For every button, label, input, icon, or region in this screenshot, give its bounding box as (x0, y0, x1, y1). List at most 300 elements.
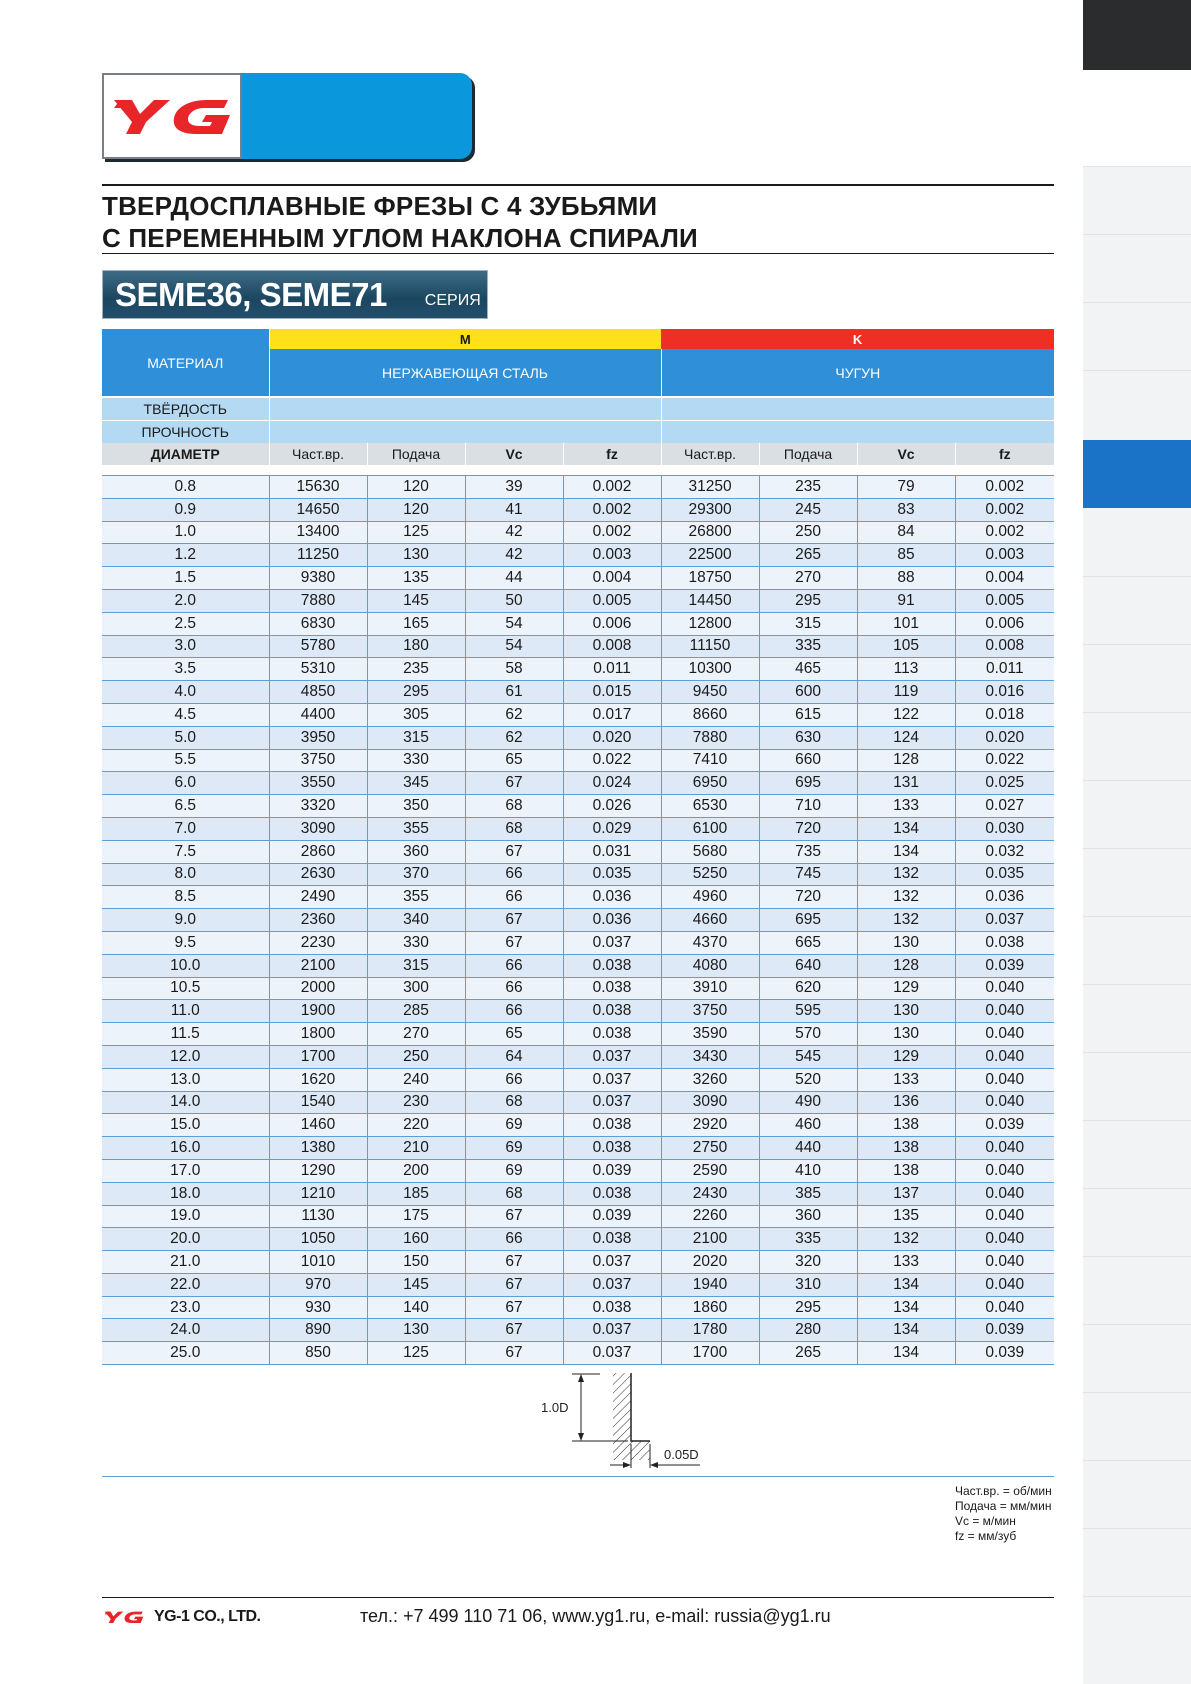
title-rule-top (102, 184, 1054, 186)
value-cell: 134 (857, 840, 955, 863)
table-row (102, 635, 1054, 658)
value-cell: 2230 (269, 931, 367, 954)
value-cell: 135 (367, 567, 465, 590)
value-cell: 31250 (661, 476, 759, 499)
value-cell: 135 (857, 1205, 955, 1228)
value-cell: 62 (465, 726, 563, 749)
value-cell: 0.038 (955, 931, 1054, 954)
side-tab (1083, 984, 1191, 1053)
value-cell: 18750 (661, 567, 759, 590)
value-cell: 310 (759, 1273, 857, 1296)
value-cell: 735 (759, 840, 857, 863)
table-row (102, 886, 1054, 909)
col-header-vc-m: Vc (465, 443, 563, 465)
diameter-cell: 16.0 (102, 1137, 269, 1160)
value-cell: 26800 (661, 521, 759, 544)
value-cell: 0.017 (563, 703, 661, 726)
side-tab (1083, 166, 1191, 235)
value-cell: 3750 (269, 749, 367, 772)
footer-rule (102, 1597, 1054, 1598)
value-cell: 2100 (661, 1228, 759, 1251)
value-cell: 138 (857, 1159, 955, 1182)
value-cell: 315 (759, 612, 857, 635)
value-cell: 0.003 (955, 544, 1054, 567)
footer-brand (102, 1608, 260, 1626)
value-cell: 720 (759, 817, 857, 840)
value-cell: 330 (367, 931, 465, 954)
value-cell: 1700 (269, 1045, 367, 1068)
value-cell: 0.004 (563, 567, 661, 590)
value-cell: 0.029 (563, 817, 661, 840)
table-row (102, 749, 1054, 772)
value-cell: 330 (367, 749, 465, 772)
side-tab (1083, 370, 1191, 441)
side-tab (1083, 848, 1191, 917)
value-cell: 0.002 (563, 498, 661, 521)
cut-area (631, 1373, 650, 1441)
value-cell: 315 (367, 726, 465, 749)
value-cell: 350 (367, 795, 465, 818)
diameter-cell: 24.0 (102, 1319, 269, 1342)
value-cell: 132 (857, 909, 955, 932)
value-cell: 295 (759, 1296, 857, 1319)
value-cell: 0.020 (955, 726, 1054, 749)
diameter-cell: 6.5 (102, 795, 269, 818)
value-cell: 0.038 (563, 954, 661, 977)
value-cell: 890 (269, 1319, 367, 1342)
table-row (102, 498, 1054, 521)
value-cell: 0.038 (563, 1137, 661, 1160)
value-cell: 710 (759, 795, 857, 818)
value-cell: 39 (465, 476, 563, 499)
value-cell: 67 (465, 1319, 563, 1342)
value-cell: 250 (367, 1045, 465, 1068)
value-cell: 11250 (269, 544, 367, 567)
diameter-header: ДИАМЕТР (102, 443, 269, 465)
value-cell: 14650 (269, 498, 367, 521)
value-cell: 134 (857, 1273, 955, 1296)
value-cell: 615 (759, 703, 857, 726)
value-cell: 138 (857, 1114, 955, 1137)
side-tab (1083, 576, 1191, 645)
value-cell: 0.037 (563, 1273, 661, 1296)
value-cell: 2630 (269, 863, 367, 886)
value-cell: 65 (465, 1023, 563, 1046)
value-cell: 3950 (269, 726, 367, 749)
value-cell: 640 (759, 954, 857, 977)
value-cell: 2860 (269, 840, 367, 863)
value-cell: 0.005 (563, 589, 661, 612)
value-cell: 133 (857, 1251, 955, 1274)
value-cell: 345 (367, 772, 465, 795)
group-name-k: ЧУГУН (661, 349, 1054, 397)
value-cell: 42 (465, 544, 563, 567)
value-cell: 120 (367, 498, 465, 521)
value-cell: 1050 (269, 1228, 367, 1251)
value-cell: 490 (759, 1091, 857, 1114)
value-cell: 130 (857, 931, 955, 954)
diameter-cell: 17.0 (102, 1159, 269, 1182)
table-row (102, 1296, 1054, 1319)
value-cell: 0.038 (563, 1023, 661, 1046)
value-cell: 0.040 (955, 1068, 1054, 1091)
table-row (102, 1023, 1054, 1046)
diameter-cell: 2.5 (102, 612, 269, 635)
value-cell: 12800 (661, 612, 759, 635)
value-cell: 131 (857, 772, 955, 795)
col-header-feed-m: Подача (367, 443, 465, 465)
value-cell: 0.040 (955, 1045, 1054, 1068)
value-cell: 1290 (269, 1159, 367, 1182)
diameter-cell: 5.5 (102, 749, 269, 772)
value-cell: 1540 (269, 1091, 367, 1114)
diameter-cell: 13.0 (102, 1068, 269, 1091)
value-cell: 0.020 (563, 726, 661, 749)
value-cell: 68 (465, 795, 563, 818)
table-body (102, 476, 1054, 1365)
side-tab-strip (1083, 0, 1191, 1684)
value-cell: 230 (367, 1091, 465, 1114)
title-line-1: ТВЕРДОСПЛАВНЫЕ ФРЕЗЫ С 4 ЗУБЬЯМИ (102, 191, 658, 221)
value-cell: 0.039 (563, 1159, 661, 1182)
value-cell: 4660 (661, 909, 759, 932)
footer-company: YG-1 CO., LTD. (154, 1608, 261, 1625)
value-cell: 665 (759, 931, 857, 954)
group-name-m: НЕРЖАВЕЮЩАЯ СТАЛЬ (269, 349, 661, 397)
legend-feed: Подача = мм/мин (955, 1499, 1052, 1513)
value-cell: 61 (465, 681, 563, 704)
value-cell: 67 (465, 1342, 563, 1365)
value-cell: 65 (465, 749, 563, 772)
value-cell: 10300 (661, 658, 759, 681)
value-cell: 0.040 (955, 1251, 1054, 1274)
value-cell: 15630 (269, 476, 367, 499)
value-cell: 69 (465, 1114, 563, 1137)
arrow-left-icon (650, 1462, 658, 1468)
diameter-cell: 9.5 (102, 931, 269, 954)
diameter-cell: 4.0 (102, 681, 269, 704)
table-row (102, 1228, 1054, 1251)
table-row (102, 772, 1054, 795)
value-cell: 0.037 (563, 1342, 661, 1365)
diameter-cell: 12.0 (102, 1045, 269, 1068)
value-cell: 145 (367, 589, 465, 612)
value-cell: 67 (465, 840, 563, 863)
diameter-cell: 18.0 (102, 1182, 269, 1205)
value-cell: 0.002 (955, 521, 1054, 544)
table-row (102, 1091, 1054, 1114)
value-cell: 695 (759, 909, 857, 932)
value-cell: 295 (759, 589, 857, 612)
hardness-label: ТВЁРДОСТЬ (102, 397, 269, 421)
arrow-down-icon (578, 1433, 584, 1441)
value-cell: 67 (465, 909, 563, 932)
value-cell: 0.011 (563, 658, 661, 681)
value-cell: 64 (465, 1045, 563, 1068)
side-tab (1083, 712, 1191, 781)
depth-label: 1.0D (541, 1400, 569, 1415)
value-cell: 84 (857, 521, 955, 544)
table-row (102, 589, 1054, 612)
value-cell: 7880 (269, 589, 367, 612)
value-cell: 13400 (269, 521, 367, 544)
value-cell: 9380 (269, 567, 367, 590)
units-legend (955, 1484, 1052, 1544)
value-cell: 235 (759, 476, 857, 499)
value-cell: 460 (759, 1114, 857, 1137)
value-cell: 83 (857, 498, 955, 521)
side-tab (1083, 1052, 1191, 1121)
material-header: МАТЕРИАЛ (102, 329, 269, 397)
value-cell: 0.036 (563, 909, 661, 932)
value-cell: 3550 (269, 772, 367, 795)
strength-k (661, 421, 1054, 444)
value-cell: 2750 (661, 1137, 759, 1160)
side-tab (1083, 234, 1191, 303)
value-cell: 0.030 (955, 817, 1054, 840)
value-cell: 1900 (269, 1000, 367, 1023)
value-cell: 130 (857, 1000, 955, 1023)
series-name: SEME36, SEME71 (115, 275, 387, 313)
side-tab (1083, 1528, 1191, 1597)
value-cell: 41 (465, 498, 563, 521)
value-cell: 0.040 (955, 1091, 1054, 1114)
table-row (102, 817, 1054, 840)
value-cell: 132 (857, 1228, 955, 1251)
diameter-cell: 7.5 (102, 840, 269, 863)
brand-banner (102, 73, 472, 159)
value-cell: 355 (367, 817, 465, 840)
strength-label: ПРОЧНОСТЬ (102, 421, 269, 444)
side-tab (1083, 1120, 1191, 1189)
col-header-feed-k: Подача (759, 443, 857, 465)
value-cell: 54 (465, 612, 563, 635)
value-cell: 355 (367, 886, 465, 909)
value-cell: 0.038 (563, 1228, 661, 1251)
value-cell: 315 (367, 954, 465, 977)
value-cell: 0.040 (955, 1273, 1054, 1296)
value-cell: 930 (269, 1296, 367, 1319)
value-cell: 340 (367, 909, 465, 932)
value-cell: 0.040 (955, 1296, 1054, 1319)
table-row (102, 476, 1054, 499)
value-cell: 0.039 (955, 1342, 1054, 1365)
value-cell: 465 (759, 658, 857, 681)
value-cell: 0.011 (955, 658, 1054, 681)
value-cell: 105 (857, 635, 955, 658)
value-cell: 128 (857, 749, 955, 772)
value-cell: 300 (367, 977, 465, 1000)
value-cell: 0.037 (563, 1068, 661, 1091)
side-tab (1083, 1324, 1191, 1393)
value-cell: 134 (857, 1296, 955, 1319)
side-tab (1083, 780, 1191, 849)
value-cell: 58 (465, 658, 563, 681)
value-cell: 134 (857, 1342, 955, 1365)
value-cell: 0.002 (563, 521, 661, 544)
value-cell: 68 (465, 1182, 563, 1205)
value-cell: 0.037 (563, 1251, 661, 1274)
value-cell: 66 (465, 863, 563, 886)
value-cell: 2100 (269, 954, 367, 977)
value-cell: 265 (759, 1342, 857, 1365)
value-cell: 3090 (269, 817, 367, 840)
diameter-cell: 7.0 (102, 817, 269, 840)
value-cell: 0.008 (955, 635, 1054, 658)
value-cell: 6100 (661, 817, 759, 840)
value-cell: 67 (465, 931, 563, 954)
table-row (102, 840, 1054, 863)
value-cell: 50 (465, 589, 563, 612)
value-cell: 2590 (661, 1159, 759, 1182)
hardness-m (269, 397, 661, 421)
table-row (102, 567, 1054, 590)
value-cell: 0.004 (955, 567, 1054, 590)
value-cell: 0.040 (955, 1000, 1054, 1023)
value-cell: 370 (367, 863, 465, 886)
legend-vc: Vc = м/мин (955, 1514, 1016, 1528)
value-cell: 545 (759, 1045, 857, 1068)
diameter-cell: 5.0 (102, 726, 269, 749)
col-header-vc-k: Vc (857, 443, 955, 465)
yg-logo-small-icon (102, 1609, 146, 1625)
value-cell: 8660 (661, 703, 759, 726)
value-cell: 570 (759, 1023, 857, 1046)
table-row (102, 658, 1054, 681)
value-cell: 67 (465, 772, 563, 795)
value-cell: 1780 (661, 1319, 759, 1342)
value-cell: 0.037 (955, 909, 1054, 932)
diameter-cell: 1.0 (102, 521, 269, 544)
legend-fz: fz = мм/зуб (955, 1529, 1017, 1543)
value-cell: 5780 (269, 635, 367, 658)
value-cell: 660 (759, 749, 857, 772)
value-cell: 280 (759, 1319, 857, 1342)
table-row (102, 795, 1054, 818)
value-cell: 22500 (661, 544, 759, 567)
value-cell: 79 (857, 476, 955, 499)
value-cell: 0.038 (563, 1000, 661, 1023)
value-cell: 0.036 (563, 886, 661, 909)
value-cell: 0.039 (955, 1114, 1054, 1137)
value-cell: 68 (465, 1091, 563, 1114)
value-cell: 1130 (269, 1205, 367, 1228)
table-row (102, 1205, 1054, 1228)
side-tab-active (1083, 440, 1191, 508)
value-cell: 1380 (269, 1137, 367, 1160)
value-cell: 85 (857, 544, 955, 567)
value-cell: 385 (759, 1182, 857, 1205)
table-row (102, 931, 1054, 954)
diameter-cell: 19.0 (102, 1205, 269, 1228)
table-row (102, 1114, 1054, 1137)
value-cell: 0.037 (563, 931, 661, 954)
value-cell: 0.006 (563, 612, 661, 635)
value-cell: 0.016 (955, 681, 1054, 704)
table-row (102, 681, 1054, 704)
table-row (102, 544, 1054, 567)
legend-rule (102, 1476, 1054, 1477)
value-cell: 133 (857, 795, 955, 818)
value-cell: 145 (367, 1273, 465, 1296)
value-cell: 745 (759, 863, 857, 886)
table-row (102, 703, 1054, 726)
value-cell: 101 (857, 612, 955, 635)
side-tab (1083, 1460, 1191, 1529)
value-cell: 125 (367, 521, 465, 544)
value-cell: 11150 (661, 635, 759, 658)
diameter-cell: 20.0 (102, 1228, 269, 1251)
value-cell: 3260 (661, 1068, 759, 1091)
value-cell: 0.035 (955, 863, 1054, 886)
value-cell: 0.036 (955, 886, 1054, 909)
value-cell: 66 (465, 1068, 563, 1091)
value-cell: 134 (857, 1319, 955, 1342)
value-cell: 360 (367, 840, 465, 863)
value-cell: 0.025 (955, 772, 1054, 795)
value-cell: 0.039 (563, 1205, 661, 1228)
value-cell: 67 (465, 1205, 563, 1228)
value-cell: 44 (465, 567, 563, 590)
hardness-k (661, 397, 1054, 421)
value-cell: 970 (269, 1273, 367, 1296)
table-row (102, 1137, 1054, 1160)
value-cell: 0.027 (955, 795, 1054, 818)
table-row (102, 909, 1054, 932)
value-cell: 4850 (269, 681, 367, 704)
value-cell: 270 (759, 567, 857, 590)
value-cell: 0.031 (563, 840, 661, 863)
value-cell: 1940 (661, 1273, 759, 1296)
value-cell: 128 (857, 954, 955, 977)
value-cell: 69 (465, 1137, 563, 1160)
value-cell: 720 (759, 886, 857, 909)
value-cell: 150 (367, 1251, 465, 1274)
title-rule-bottom (102, 253, 1054, 254)
value-cell: 2920 (661, 1114, 759, 1137)
side-tab (1083, 508, 1191, 577)
table-row (102, 1045, 1054, 1068)
value-cell: 305 (367, 703, 465, 726)
table-row (102, 954, 1054, 977)
diameter-cell: 10.5 (102, 977, 269, 1000)
diameter-cell: 1.2 (102, 544, 269, 567)
side-tab (1083, 1188, 1191, 1257)
col-header-rpm-m: Част.вр. (269, 443, 367, 465)
value-cell: 2000 (269, 977, 367, 1000)
value-cell: 66 (465, 1000, 563, 1023)
arrow-up-icon (578, 1374, 584, 1382)
value-cell: 67 (465, 1296, 563, 1319)
value-cell: 66 (465, 954, 563, 977)
diameter-cell: 4.5 (102, 703, 269, 726)
value-cell: 88 (857, 567, 955, 590)
side-tab (1083, 302, 1191, 371)
value-cell: 1460 (269, 1114, 367, 1137)
group-code-k: K (661, 329, 1054, 349)
value-cell: 0.040 (955, 1137, 1054, 1160)
value-cell: 200 (367, 1159, 465, 1182)
value-cell: 122 (857, 703, 955, 726)
cut-profile-diagram (500, 1370, 720, 1480)
diameter-cell: 11.5 (102, 1023, 269, 1046)
table-row (102, 1342, 1054, 1365)
table-row (102, 612, 1054, 635)
value-cell: 91 (857, 589, 955, 612)
value-cell: 3090 (661, 1091, 759, 1114)
value-cell: 2260 (661, 1205, 759, 1228)
strength-m (269, 421, 661, 444)
